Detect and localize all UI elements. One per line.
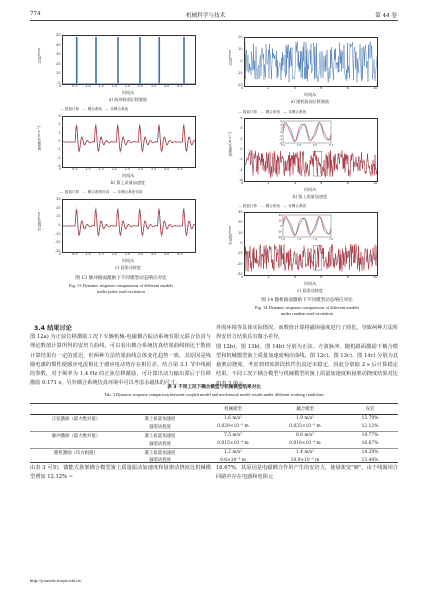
pulse-mark [139,37,141,84]
y-tick-label: -10 [236,251,243,256]
inset-x-tick-label: 5.1 [280,144,286,147]
fig14a-caption: a) 随机路面位移激励 [290,99,330,104]
y-tick-label: -4 [239,167,243,172]
y-tick-label: 0 [58,223,61,227]
table-cell: 簧上质量加速度 [122,431,198,439]
table-cell: 14.77% [342,431,398,439]
table-cell: 1.9 m/s² [295,416,315,422]
table3-caption-en: Tab. 3 Dynamic response comparison between coupled model and mechanical model results under different working conditions [104,392,324,397]
table-row [30,448,398,456]
inset-x-tick-label: 5.3 [296,144,302,147]
x-tick-label: 0 [241,86,244,90]
x-tick-label: 4.5 [177,252,183,256]
x-tick-label: 3.5 [150,84,157,88]
fig13a-plot [62,35,196,85]
inset-x-tick-label: 7.2 [296,238,302,241]
fig14a-svg [245,38,377,86]
legend-item: 耦合系统 [87,107,102,111]
volume: 第 44 卷 [375,13,397,19]
fig13b-legend: — 数值计算 --- 耦合系统 — 非耦合系统 [60,107,129,111]
inset-x-tick-label: 7.6 [328,238,334,241]
x-tick-label: 2.5 [124,167,130,171]
x-tick-label: 4 [293,86,296,90]
legend-item: 数值计算 [242,110,258,114]
y-tick-label: 10 [56,71,61,76]
x-tick-label: 1.5 [98,167,104,171]
body-paragraph-left: 图 12a) 为正弦位移激励工况下车辆机械-电磁耦合振动系统有限元联合仿真与理论数值计算所得的安培力曲线，可以看出耦合系统仿真结果曲线相比于数值计算结果有一定的延迟，但两种方法结果曲线总体变化趋势一致。其原因是线圈电感的惯性使感应电流相比于感应电动势存在相位差。结合第 3.1 节中线圈的参数，对于频率为 1.4 Hz 的正弦位移激励，可计算出动力输出滞后于位移激励 0.171 s。另外耦合系统仿真环境中可以考虑永磁体的尺寸、 [30,334,211,387]
table-cell: 15.79% [361,416,379,422]
x-tick-label: 1.5 [98,84,104,88]
legend-item: 数值计算 [64,107,80,111]
y-tick-label: 20 [56,205,61,210]
x-tick-label: 3.0 [137,252,144,256]
x-tick-label: 4.5 [177,167,183,171]
fig13c-plot [62,199,196,253]
y-tick-label: 50 [56,33,61,37]
fig13b-caption: b) 簧上质量加速度 [110,180,146,185]
x-tick-label: 3.5 [150,167,157,171]
x-tick-label: 4.0 [163,252,170,256]
inset-y-tick-label: -2 [279,134,282,138]
fig13-title-en [30,283,212,295]
y-tick-label: 2 [240,136,243,141]
y-tick-label: 4 [240,126,243,131]
fig14-title-en-line1: Fig. 14 Dynamic response comparisons of different models [254,305,360,310]
inset-y-tick-label: -6 [279,142,282,146]
legend-item: 耦合系统仿真 [87,190,110,194]
y-tick-label: 30 [238,210,243,214]
x-tick-label: 10 [373,181,378,185]
x-tick-label: 8 [346,181,349,185]
legend-item: 数值计算 [64,190,80,194]
fig13c-xlabel: 时间/s [122,258,134,263]
fig14b-xlabel: 时间/s [304,187,316,192]
inset-y-tick-label: -20 [277,230,282,234]
table-header-cell: 机械模型 [198,404,268,415]
series-line-3 [245,244,377,272]
y-tick-label: -20 [54,240,61,245]
x-tick-label: 2.0 [111,84,117,88]
x-tick-label: 8 [346,275,349,279]
x-tick-label: 0.5 [72,167,78,171]
footer-url: http://journals.nwpu.edu.cn/ [30,578,82,583]
table-cell: 10.9×10⁻³ m [290,457,320,463]
table-cell: 12.12% [361,424,379,430]
fig14b-legend: — 数值计算 --- 耦合系统 — 非耦合系统 [238,110,307,114]
table-cell: 0.033×10⁻³ m [289,424,321,430]
y-tick-label: 2 [58,122,61,127]
inset-y-tick-label: 2 [280,127,282,131]
inset-x-tick-label: 5.7 [328,144,334,147]
fig13-title-en-line2: under pulse road excitation [97,289,145,295]
fig13a-caption: a) 脉冲路面位移激励 [108,97,148,102]
fig14a-ylabel: 位移/mm [228,50,232,66]
x-tick-label: 8 [346,86,349,90]
y-tick-label: 0 [240,59,243,63]
y-tick-label: -2 [239,157,243,162]
table-cell: 悬架动挠度 [149,424,171,430]
table3-caption-cn: 表 3 不同工况下耦合模型与机械模型结果对比 [167,385,261,390]
fig14a-plot [244,37,378,87]
x-tick-label: 2 [267,181,270,185]
table-cell [30,440,122,448]
table-cell: 0.015×10⁻³ m [217,441,249,447]
table-cell: 脉冲激励（最大绝对值） [30,431,122,439]
inset-x-tick-label: 7.4 [312,238,318,241]
fig14c-svg [245,213,377,275]
legend-item: 耦合系统 [265,110,280,114]
table-cell: 9.6×10⁻³ m [220,457,246,463]
table-cell: 1.4 m/s² [268,448,342,456]
table3 [30,404,398,464]
table3-body [30,415,398,465]
table-header-cell [122,404,198,415]
x-tick-label: 2.5 [124,84,130,88]
pulse-mark [95,37,97,84]
fig13c-legend: — 数值计算 --- 耦合系统仿真 — 非耦合系统仿真 [60,190,143,194]
legend-item: 耦合系统 [265,204,280,208]
table-cell: 16.67% [361,441,379,447]
body-paragraph-right: 外围环境等具体实际情况，而数值计算将磁场强度进行了简化，导致两种方法所得安培力结果具有微小差异。 图 12b)、图 13b)、图 14b) 分别为正弦、方波脉冲、随机路面激励下耦合模型和机械模型簧上质量加速度响应曲线，图 12c)、图 13c)、图 14c) 分别为其悬架动挠度。考虑到初始阶段软件仿真还未稳定，因此分别取 2 s 后计算稳定结果。不同工况下耦合模型与机械模型的簧上质量加速度和悬架动挠度结果对比如表 3 所示。 [216,325,398,387]
pulse-mark [76,37,78,84]
table-cell: 0.029×10⁻³ m [217,424,249,430]
y-tick-label: 40 [56,42,61,47]
y-tick-label: -30 [236,272,243,276]
journal-name: 机械科学与技术 [186,13,226,19]
inset-y-tick-label: 20 [278,219,282,223]
x-tick-label: 6 [320,181,323,185]
fig13a-svg [63,36,195,84]
inset-x-tick-label: 7.0 [280,238,286,241]
fig14b-ylabel: 加速度/(m·s⁻²) [228,132,232,157]
y-tick-label: 1 [58,130,61,135]
section-heading: 3.4 结果讨论 [34,325,72,332]
legend-item: 非耦合系统 [288,110,307,114]
y-tick-label: -1 [57,147,61,152]
inset-y-tick-label: 0 [280,131,282,135]
bottom-paragraph-right: 16.67%，其原因是电磁耦合作用产生的安培力，使悬架变"硬"。由于线圈闭合回路中存在电感和电阻元 [216,465,398,481]
table-cell: 簧上质量加速度 [144,416,176,422]
fig14b-plot [244,118,378,182]
fig14-title-cn: 图 14 随机路面激励下不同模型动态响应对比 [261,298,353,303]
fig14c-plot [244,212,378,276]
x-tick-label: 1.5 [98,252,104,256]
x-tick-label: 0 [241,181,244,185]
y-tick-label: 30 [56,197,61,201]
y-tick-label: 20 [238,35,243,39]
y-tick-label: 20 [56,61,61,66]
legend-item: 非耦合系统 [110,107,129,111]
table-cell: 悬架动挠度 [149,458,171,464]
table-row [30,415,398,423]
table3-bottom-rule [30,462,398,463]
fig13-title-cn: 图 13 脉冲路面激励下不同模型动态响应对比 [75,276,167,281]
x-tick-label: 4.5 [177,84,183,88]
table-row [30,440,398,448]
y-tick-label: 10 [56,214,61,219]
zoom-inset-frame [283,121,331,143]
y-tick-label: -3 [57,164,61,168]
x-tick-label: 4 [293,275,296,279]
y-tick-label: -10 [54,231,61,236]
x-tick-label: 3.0 [137,84,144,88]
inset-x-tick-label: 5.5 [312,144,318,147]
x-tick-label: 3.5 [150,252,157,256]
x-tick-label: 4.0 [163,84,170,88]
fig14c-xlabel: 时间/s [304,281,316,286]
legend-item: 非耦合系统仿真 [117,190,143,194]
fig13c-svg [63,200,195,252]
y-tick-label: 0 [240,241,243,245]
x-tick-label: 6 [320,86,323,90]
zoom-inset-frame [283,215,331,237]
y-tick-label: -2 [57,155,61,160]
y-tick-label: 10 [238,230,243,235]
y-tick-label: 3 [58,114,61,118]
table-cell: 14.29% [342,448,398,456]
series-line-2 [245,150,377,177]
y-tick-label: 10 [238,47,243,51]
fig13a-xlabel: 时间/s [122,90,134,95]
fig14-title-en [216,305,398,317]
fig13-title-en-line1: Fig. 13 Dynamic response comparisons of different models [68,283,174,288]
fig14-title-en-line2: under random road excitation [281,311,333,317]
fig14c-ylabel: 动挠度/mm [228,226,232,246]
table-header-row [30,404,398,415]
x-tick-label: 2 [267,275,270,279]
table-cell [30,423,122,431]
x-tick-label: 4 [293,181,296,185]
table-row [30,423,398,431]
x-tick-label: 2 [267,86,270,90]
fig13b-plot [62,116,196,168]
fig13b-xlabel: 时间/s [122,173,134,178]
x-tick-label: 0 [59,167,62,171]
fig13c-ylabel: 动挠度/mm [37,212,41,232]
fig13c-caption: c) 悬架动挠度 [115,265,141,270]
x-tick-label: 2.5 [124,252,130,256]
x-tick-label: 10 [373,275,378,279]
legend-item: 非耦合系统 [288,204,307,208]
fig14c-caption: c) 悬架动挠度 [297,288,323,293]
inset-y-tick-label: 0 [280,225,282,229]
x-tick-label: 0.5 [72,252,78,256]
x-tick-label: 2.0 [111,252,117,256]
inset-y-tick-label: -4 [279,138,282,142]
table-cell: 1.6 m/s² [223,416,243,422]
y-tick-label: -6 [239,178,243,182]
x-tick-label: 1.0 [85,84,91,88]
table-cell: 1.2 m/s² [198,448,268,456]
pulse-mark [158,37,160,84]
random-excitation-line [245,42,377,83]
fig14b-caption: b) 簧上质量加速度 [292,194,328,199]
table-cell: 正弦激励（最大绝对值） [51,416,101,422]
x-tick-label: 6 [320,275,323,279]
y-tick-label: -10 [236,71,243,75]
x-tick-label: 0 [59,252,62,256]
table-cell: 簧上质量加速度 [122,448,198,456]
x-tick-label: 2.0 [111,167,117,171]
inset-y-tick-label: 6 [280,120,282,124]
fig14a-xlabel: 时间/s [304,92,316,97]
y-tick-label: 20 [238,220,243,225]
y-tick-label: 0 [58,139,61,143]
x-tick-label: 3.0 [137,167,144,171]
table-header-cell: 耦合模型 [268,404,342,415]
y-tick-label: 6 [240,116,243,120]
pulse-mark [183,37,185,84]
table-cell: 悬架动挠度 [149,441,171,447]
legend-item: 数值计算 [242,204,258,208]
fig13a-ylabel: 位移/mm [37,48,41,64]
fig14c-legend: — 数值计算 --- 耦合系统 — 非耦合系统 [238,204,307,208]
x-tick-label: 4.0 [163,167,170,171]
table-cell: 8.8 m/s² [268,431,342,439]
table-cell: 随机激励（均方根值） [30,448,122,456]
table-row [30,431,398,439]
page-number: 774 [30,11,41,17]
series-line-3 [245,150,377,178]
y-tick-label: -20 [236,83,243,87]
y-tick-label: 0 [240,147,243,151]
bottom-paragraph-left: 由表 3 可知，馈能式悬架耦合模型簧上质量振动加速度和悬架动挠度比机械模型增加 12.12% ~ [30,465,211,481]
table-cell: 7.5 m/s² [198,431,268,439]
y-tick-label: -20 [236,261,243,266]
x-tick-label: 0.5 [72,84,78,88]
x-tick-label: 1.0 [85,167,91,171]
y-tick-label: 30 [56,52,61,57]
x-tick-label: 1.0 [85,252,91,256]
x-tick-label: 0 [241,275,244,279]
x-tick-label: 0 [59,84,62,88]
inset-y-tick-label: 40 [278,214,282,218]
table-cell: 0.018×10⁻³ m [289,441,321,447]
table-cell: 13.44% [361,457,379,463]
fig13b-ylabel: 加速度/(m·s⁻²) [37,126,41,151]
inset-y-tick-label: -40 [277,236,282,240]
pulse-mark [117,37,119,84]
header-rule [30,20,398,21]
x-tick-label: 10 [373,86,378,90]
fig14b-svg [245,119,377,181]
table-header-cell: 误差 [342,404,398,415]
y-tick-label: 0 [58,81,61,85]
table-header-cell [30,404,122,415]
inset-y-tick-label: 4 [280,123,282,127]
y-tick-label: -30 [54,249,61,253]
fig13b-svg [63,117,195,167]
